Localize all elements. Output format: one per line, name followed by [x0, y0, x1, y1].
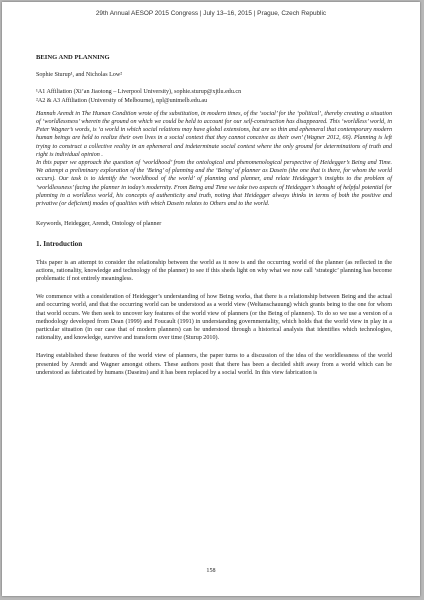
abstract-paragraph-2: In this paper we approach the question of ‘worldhood’ from the ontological and phenomenological perspective of Heidegger’s Being and Time. We attempt a preliminary exploration of the ‘Being’ of planning and the ‘Being’ of planner as Dasein (the one that is there, for whom the world occurs). Our task is to identify the ‘worldhood of the world’ of planning and planner, and relate Heidegger’s insights to the problem of ‘worldlessness’ facing the planner in today’s modernity. From Being and Time we take two aspects of Heidegger’s thought of helpful potential for planning in a worldless world, his concepts of authenticity and truth, noting that Heidegger always thinks in terms of both the positive and privative (or deficient) modes of qualities with which Dasein relates to Others and to the world.: [36, 160, 392, 208]
author-line: Sophie Sturup¹, and Nicholas Low²: [36, 72, 123, 79]
body-paragraph-1: This paper is an attempt to consider the relationship between the world as it now is and the occurring world of the planner (as reflected in the actions, rationality, knowledge and technology of the planner) to see if this sheds light on why what we now call ‘strategic’ planning has become problematic if not entirely meaningless.: [36, 259, 392, 283]
paper-body: [36, 54, 392, 387]
affiliation-1: ¹A1 Affiliation (Xi’an Jiaotong – Liverpool University), sophie.sturup@xjtlu.edu.cn: [36, 89, 242, 96]
body-paragraph-3: Having established these features of the world view of planners, the paper turns to a discussion of the idea of the worldlessness of the world presented by Arendt and Wagner amongst others. These authors posit that there has been a decided shift away from a world which can be understood as fabricated by humans (Daseins) and it has been replaced by a social world. In this view fabrication is: [36, 353, 392, 376]
abstract-paragraph-1: Hannah Arendt in The Human Condition wrote of the substitution, in modern times, of the ‘social’ for the ‘political’, thereby creating a situation of ‘worldlessness’ wherein the ground on which we could be held to account for our self-construction has disappeared. This ‘worldless’ world, in Peter Wagner’s words, is ‘a world in which social relations may have global extensions, but are so thin and ephemeral that contemporary modern human beings are held to realize their own lives in a social context that they cannot conceive as their own’ (Wagner 2012, 66). Planning is left trying to construct a collective reality in an ephemeral and indeterminate social context where the only ground for determinations of truth and right is individual opinion .: [36, 110, 393, 158]
abstract: [36, 110, 392, 208]
running-head: 29th Annual AESOP 2015 Congress | July 13–16, 2015 | Prague, Czech Republic: [95, 10, 327, 17]
keywords: Keywords, Heidegger, Arendt, Ontology of planner: [36, 221, 162, 228]
body-paragraph-2: We commence with a consideration of Heidegger’s understanding of how Being works, that there is a relationship between Being and the actual and occurring world, and that the occurring world can be understood as a world view (Weltanschauung) which grants being to the one for whom that world occurs. We then seek to uncover key features of the world view of planners (or the Being of planners). To do so we use a version of a methodology developed from Dean (1999) and Foucault (1991) in understanding governmentality, which holds that the world view in play in a particular situation (in our case that of modern planners) can be understood through a historical analysis that identifies which technologies, rationality, and knowledge, survive and transform over time (Sturup 2010).: [36, 294, 392, 342]
section-heading: 1. Introduction: [36, 240, 83, 249]
page-number: 158: [206, 568, 216, 574]
document-page: [2, 2, 420, 596]
paper-title: BEING AND PLANNING: [36, 54, 110, 61]
affiliation-2: ²A2 & A3 Affiliation (University of Melbourne), npl@unimelb.edu.au: [36, 97, 208, 104]
